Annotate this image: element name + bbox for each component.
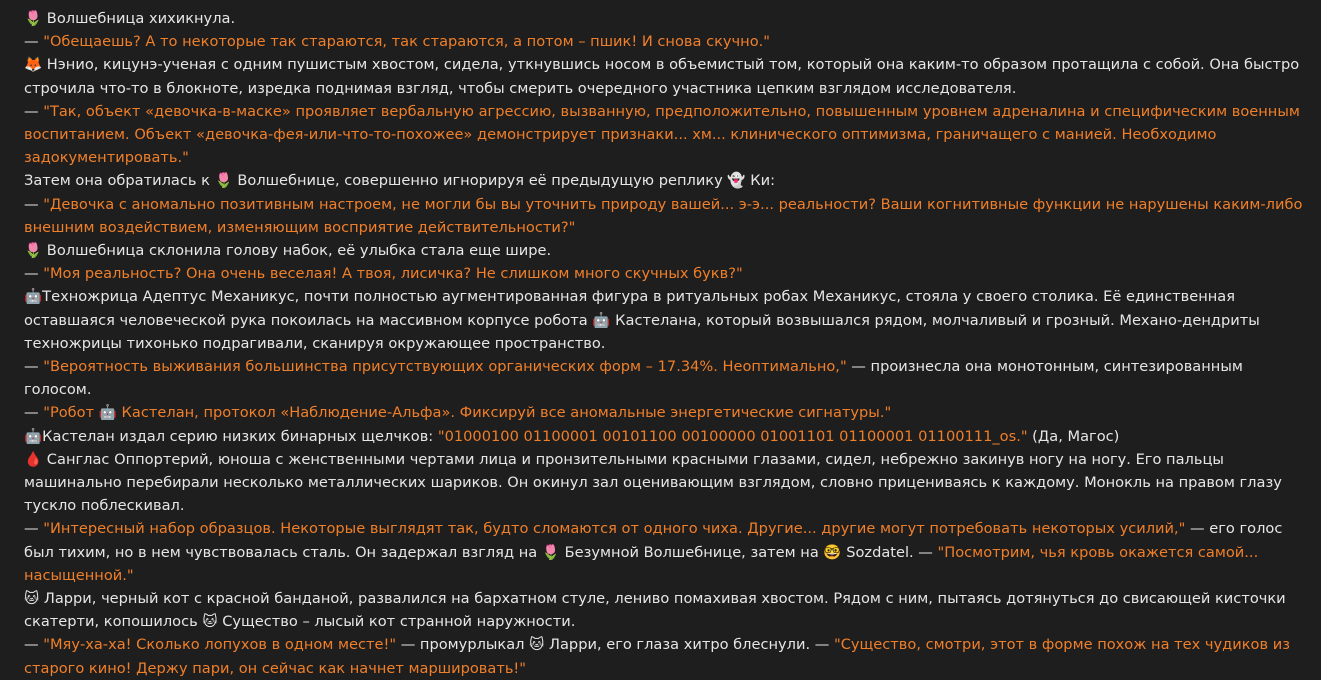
narration-text: — [24,265,44,283]
narration-text: Кастелан издал серию низких бинарных щелчков: [42,427,438,445]
tulip-icon: 🌷 [541,543,560,561]
chat-message [24,517,1304,587]
cat-icon: 🐱 [529,636,545,654]
quoted-speech: "Мяу-ха-ха! Сколько лопухов в одном месте!" [43,636,397,654]
narration-text: — [24,636,44,654]
narration-text: — [24,404,44,422]
narration-text: — [24,358,44,376]
narration-text: Волшебница хихикнула. [42,10,236,27]
chat-message [24,239,1304,262]
robot-icon: 🤖 [24,427,43,445]
cat-icon: 🐱 [202,613,218,631]
chat-message [24,587,1304,633]
robot-icon: 🤖 [592,311,611,329]
narration-text: Техножрица Адептус Механикус, почти полностью аугментированная фигура в ритуальных робах Механикус, стояла у своего столика. Её единственная оставшаяся человеческой рука покоилась на массивном корпусе робота [24,288,1235,329]
chat-message [24,285,1304,355]
narration-text: Волшебнице, совершенно игнорируя её предыдущую реплику [232,172,728,190]
narration-text: — [24,33,44,51]
quoted-speech: "Так, объект «девочка-в-маске» проявляет вербальную агрессию, вызванную, предположительно, повышенным уровнем адреналина и специфическим военным воспитанием. Объект «девочка-фея-или-что-то-похожее» демонстрирует признаки... хм... клинического оптимизма, граничащего с манией. Необходимо задокументировать." [24,102,1300,167]
narration-text: — [24,102,44,120]
chat-message [24,169,1304,192]
quoted-speech: "Девочка с аномально позитивным настроем, не могли бы вы уточнить природу вашей... э-э... реальности? Ваши когнитивные функции не нарушены каким-либо внешним воздействием, изменяющим восприятие действительности?" [24,195,1303,236]
chat-message [24,30,1304,53]
narration-text: Безумной Волшебнице, затем на [560,543,824,561]
fox-icon: 🦊 [24,56,43,74]
tulip-icon: 🌷 [24,242,43,260]
narration-text: Нэнио, кицунэ-ученая с одним пушистым хвостом, сидела, уткнувшись носом в объемистый том, который она каким-то образом протащила с собой. Она быстро строчила что-то в блокноте, изредка поднимая взгляд, чтобы смерить очередного участника цепким взглядом исследователя. [24,56,1300,97]
quoted-speech: "Посмотрим, чья кровь окажется самой... насыщенной." [24,543,1259,584]
narration-text: Ки: [745,172,775,190]
quoted-speech: "Обещаешь? А то некоторые так стараются, так стараются, а потом – пшик! И снова скучно." [43,33,770,51]
narration-text: — [24,520,44,538]
narration-text: Волшебница склонила голову набок, её улыбка стала еще шире. [42,242,552,260]
chat-message [24,262,1304,285]
tulip-icon: 🌷 [214,172,233,190]
chat-message [24,355,1304,401]
narration-text: Ларри, черный кот с красной банданой, развалился на бархатном стуле, лениво помахивая хвостом. Рядом с ним, пытаясь дотянуться до свисающей кисточки скатерти, копошилось [24,590,1286,631]
quoted-speech: "01000100 01100001 00101100 00100000 01001101 01100001 01100111_os." [437,427,1028,445]
narration-text: Санглас Оппортерий, юноша с женственными чертами лица и пронзительными красными глазами, сидел, небрежно закинув ногу на ногу. Его пальцы машинально перебирали несколько металлических шариков. Он окинул зал оценивающим взглядом, словно прицениваясь к каждому. Монокль на правом глазу тускло поблескивал. [24,450,1282,515]
narration-text: Существо – лысый кот странной наружности. [217,613,576,631]
nerd-face-icon: 🤓 [823,543,842,561]
narration-text: Кастелана, который возвышался рядом, молчаливый и грозный. Механо-дендриты техножрицы тихонько подрагивали, сканируя окружающее пространство. [24,311,1260,352]
robot-icon: 🤖 [24,288,43,306]
chat-message [24,53,1304,99]
narration-text: — [24,195,44,213]
narration-text: Затем она обратилась к [24,172,215,190]
chat-message [24,100,1304,170]
chat-message [24,401,1304,424]
narration-text: Ларри, его глаза хитро блеснули. — [544,636,834,654]
quoted-speech: "Моя реальность? Она очень веселая! А твоя, лисичка? Не слишком много скучных букв?" [43,265,743,283]
tulip-icon: 🌷 [24,10,43,27]
chat-message [24,633,1304,679]
narration-text: — промурлыкал [396,636,530,654]
chat-message [24,448,1304,518]
robot-icon: 🤖 [98,404,117,422]
quoted-speech: Кастелан, протокол «Наблюдение-Альфа». Фиксируй все аномальные энергетические сигнатуры." [116,404,892,422]
narration-text: — произнесла она монотонным, синтезированным голосом. [24,358,1243,399]
narration-text: (Да, Магос) [1027,427,1120,445]
chat-message [24,425,1304,448]
quoted-speech: "Робот [43,404,99,422]
quoted-speech: "Существо, смотри, этот в форме похож на тех чудиков из старого кино! Держу пари, он сейчас как начнет маршировать!" [24,636,1290,677]
chat-message [24,193,1304,239]
cat-icon: 🐱 [24,590,40,608]
chat-message [24,7,1304,30]
quoted-speech: "Интересный набор образцов. Некоторые выглядят так, будто сломаются от одного чиха. Другие... другие могут потребовать некоторых усилий," [43,520,1186,538]
chat-log [24,7,1304,680]
narration-text: Sozdatel. — [841,543,938,561]
blood-drop-icon: 🩸 [24,450,43,468]
quoted-speech: "Вероятность выживания большинства присутствующих органических форм – 17.34%. Неоптимально," [43,358,847,376]
ghost-icon: 👻 [727,172,746,190]
narration-text: — его голос был тихим, но в нем чувствовалась сталь. Он задержал взгляд на [24,520,1283,561]
